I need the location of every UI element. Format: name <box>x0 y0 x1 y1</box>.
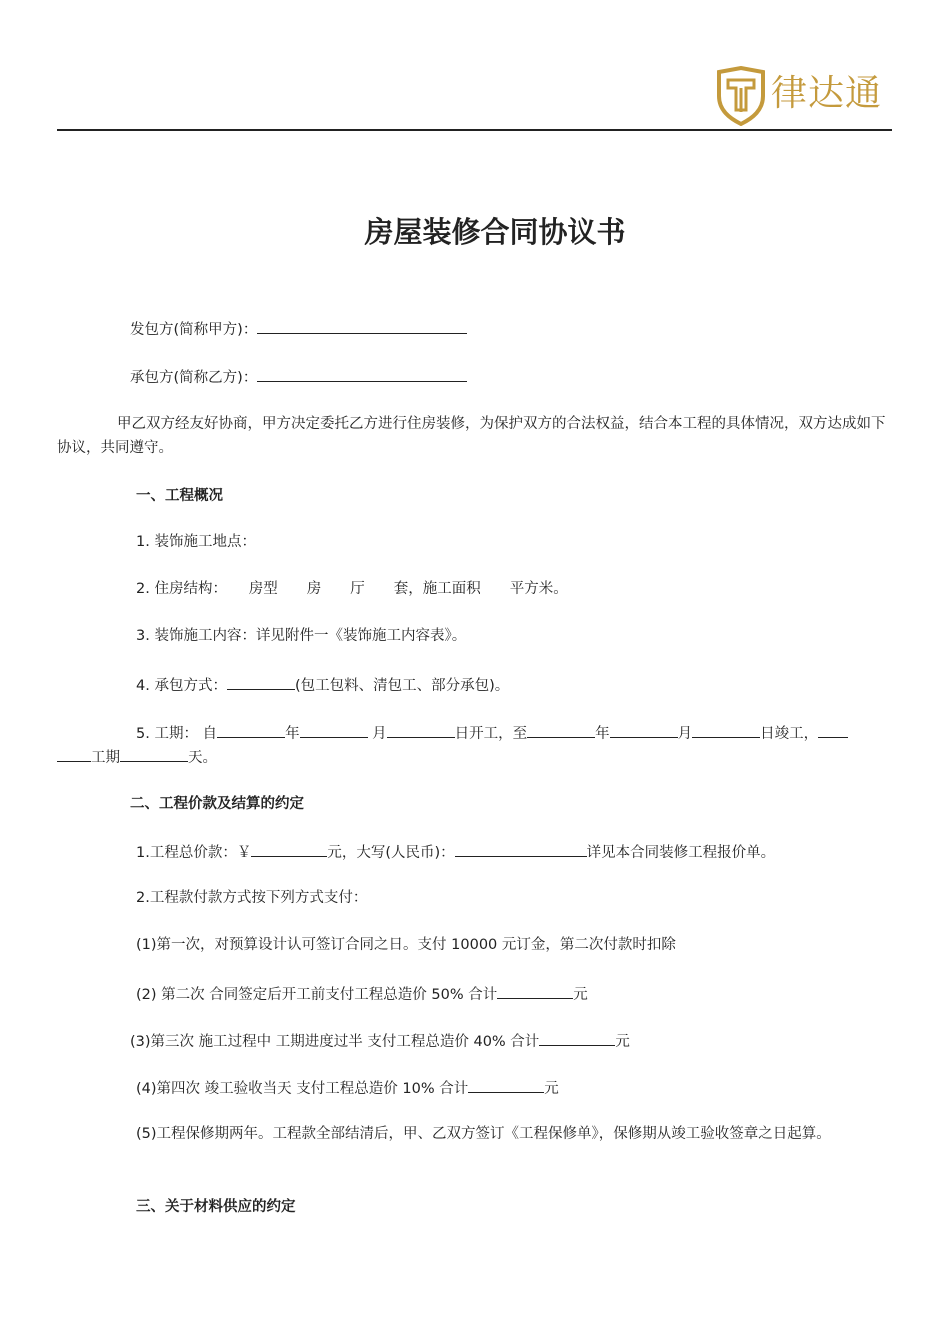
payment-2-text: (2) 第二次 合同签定后开工前支付工程总造价 50% 合计 <box>136 987 498 1003</box>
item5-text-3: 月 <box>367 726 387 742</box>
item5-text-2: 年 <box>285 726 300 742</box>
section1-item3: 3. 装饰施工内容：详见附件一《装饰施工内容表》。 <box>136 628 467 644</box>
payment-4-unit: 元 <box>544 1081 559 1097</box>
item5-text-5: 年 <box>595 726 610 742</box>
party-a-line <box>130 316 467 342</box>
item5-text-6: 月 <box>677 726 693 742</box>
price-blank-2 <box>455 839 587 857</box>
payment-2 <box>136 981 588 1007</box>
section1-item1: 1. 装饰施工地点： <box>136 534 256 550</box>
item5-text-4: 日开工，至 <box>454 726 528 742</box>
party-b-label: 承包方(简称乙方)： <box>130 370 258 386</box>
section1-item5 <box>136 720 848 746</box>
section3-heading: 三、关于材料供应的约定 <box>136 1199 296 1215</box>
price-text-2: 元，大写(人民币)： <box>327 845 455 861</box>
section1-item4 <box>136 672 509 698</box>
payment-1: (1)第一次，对预算设计认可签订合同之日。支付 10000 元订金，第二次付款时扣除 <box>136 937 676 953</box>
item5-text-1: 5. 工期： 自 <box>136 726 218 742</box>
payment-3-blank <box>539 1028 615 1046</box>
section1-item5-cont <box>57 744 217 770</box>
price-text-3: 详见本合同装修工程报价单。 <box>586 845 776 861</box>
payment-2-unit: 元 <box>573 987 588 1003</box>
item5-text-7: 日竣工， <box>760 726 819 742</box>
payment-4 <box>136 1075 559 1101</box>
item5-blank-7b <box>57 744 91 762</box>
section1-heading: 一、工程概况 <box>136 488 223 504</box>
document-title: 房屋装修合同协议书 <box>364 215 626 249</box>
item5-blank-6 <box>692 720 760 738</box>
brand-logo <box>715 66 895 128</box>
item5-blank-3 <box>387 720 455 738</box>
payment-5: (5)工程保修期两年。工程款全部结清后，甲、乙双方签订《工程保修单》，保修期从竣工验收签章之日起算。 <box>136 1126 831 1142</box>
item5-text-8: 工期 <box>91 750 120 766</box>
party-b-blank <box>257 364 467 382</box>
payment-4-text: (4)第四次 竣工验收当天 支付工程总造价 10% 合计 <box>136 1081 469 1097</box>
price-text-1: 1.工程总价款：￥ <box>136 845 252 861</box>
payment-4-blank <box>468 1075 544 1093</box>
intro-paragraph: 甲乙双方经友好协商，甲方决定委托乙方进行住房装修，为保护双方的合法权益，结合本工程的具体情况，双方达成如下协议，共同遵守。 <box>57 416 886 456</box>
party-b-line <box>130 364 467 390</box>
brand-name: 律达通 <box>771 73 883 114</box>
section2-heading: 二、工程价款及结算的约定 <box>130 796 304 812</box>
price-blank-1 <box>251 839 327 857</box>
item4-blank <box>227 672 295 690</box>
item5-blank-8 <box>120 744 188 762</box>
item5-blank-5 <box>610 720 678 738</box>
payment-3 <box>130 1028 630 1054</box>
item5-blank-2 <box>300 720 368 738</box>
item5-text-9: 天。 <box>188 750 217 766</box>
header-divider <box>57 129 892 131</box>
item4-prefix: 4. 承包方式： <box>136 678 227 694</box>
shield-logo-icon <box>715 66 767 126</box>
item5-blank-4 <box>527 720 595 738</box>
section1-item2: 2. 住房结构： 房型 房 厅 套，施工面积 平方米。 <box>136 581 568 597</box>
section2-item2: 2.工程款付款方式按下列方式支付： <box>136 890 368 906</box>
item5-blank-1 <box>217 720 285 738</box>
party-a-blank <box>257 316 467 334</box>
item5-blank-7a <box>818 720 848 738</box>
payment-3-text: (3)第三次 施工过程中 工期进度过半 支付工程总造价 40% 合计 <box>130 1034 540 1050</box>
payment-2-blank <box>497 981 573 999</box>
payment-3-unit: 元 <box>615 1034 630 1050</box>
section2-item1 <box>136 839 775 865</box>
party-a-label: 发包方(简称甲方)： <box>130 322 258 338</box>
item4-suffix: (包工包料、清包工、部分承包)。 <box>294 678 510 694</box>
